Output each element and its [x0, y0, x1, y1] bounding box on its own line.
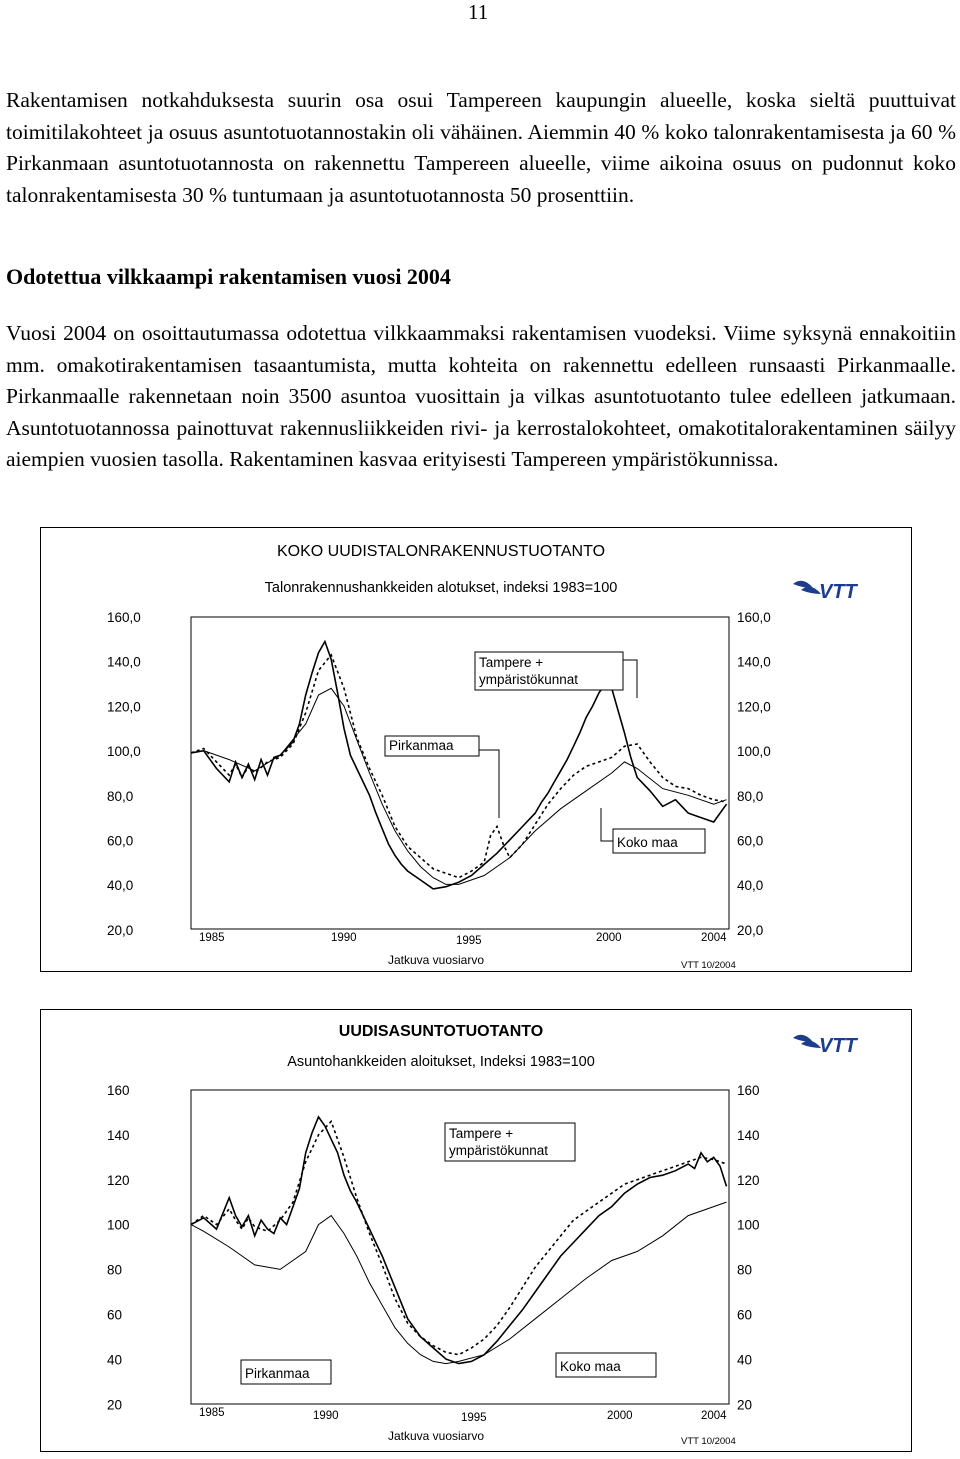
callout-leader — [479, 750, 499, 818]
x-tick-label: 1990 — [313, 1410, 339, 1422]
logo-swoosh — [801, 587, 821, 594]
y-tick-label-left: 160,0 — [107, 610, 141, 625]
callout-leader — [623, 660, 637, 698]
chart-svg-1 — [41, 528, 911, 971]
series-callout-label: Pirkanmaa — [245, 1366, 310, 1381]
x-tick-label: 2004 — [701, 1410, 727, 1422]
series-line-3 — [191, 1202, 727, 1364]
logo-wordmark: VTT — [819, 1035, 857, 1057]
y-tick-label-right: 60 — [737, 1307, 753, 1323]
y-tick-label-right: 40,0 — [737, 878, 764, 894]
y-tick-label-right: 120,0 — [737, 699, 771, 715]
chart-subtitle: Talonrakennushankkeiden alotukset, indeksi 1983=100 — [264, 580, 618, 596]
y-tick-label-right: 20,0 — [737, 922, 764, 938]
y-tick-label-right: 40 — [737, 1352, 753, 1368]
x-axis-label: Jatkuva vuosiarvo — [387, 953, 485, 967]
y-tick-label-left: 120 — [107, 1172, 130, 1188]
chart-title: KOKO UUDISTALONRAKENNUSTUOTANTO — [276, 543, 606, 560]
y-tick-label-left: 80 — [107, 1262, 123, 1278]
logo-swoosh — [801, 1041, 821, 1048]
y-tick-label-left: 100,0 — [107, 744, 141, 760]
y-tick-label-left: 120,0 — [107, 699, 141, 715]
x-tick-label: 1985 — [199, 1407, 225, 1419]
y-tick-label-right: 120 — [737, 1172, 760, 1188]
y-tick-label-left: 20,0 — [107, 922, 134, 938]
logo-wordmark: VTT — [819, 581, 857, 603]
section-heading: Odotettua vilkkaampi rakentamisen vuosi 2004 — [6, 264, 451, 289]
y-tick-label-left: 80,0 — [107, 788, 134, 804]
x-tick-label: 2000 — [607, 1410, 633, 1422]
y-tick-label-right: 100 — [737, 1217, 760, 1233]
y-tick-label-left: 40 — [107, 1352, 123, 1368]
y-tick-label-right: 160 — [737, 1083, 760, 1098]
chart-svg-2 — [41, 1010, 911, 1451]
x-tick-label: 2004 — [701, 932, 727, 944]
series-callout-label: Koko maa — [560, 1359, 621, 1374]
y-tick-label-right: 20 — [737, 1397, 753, 1413]
chart-title: UUDISASUNTOTUOTANTO — [338, 1023, 544, 1040]
y-tick-label-left: 140,0 — [107, 654, 141, 670]
vtt-logo — [793, 1035, 859, 1057]
y-tick-label-left: 100 — [107, 1217, 130, 1233]
chart-uudisasuntotuotanto — [40, 1009, 912, 1452]
callout-leader — [601, 808, 613, 841]
y-tick-label-right: 140 — [737, 1127, 760, 1143]
intro-paragraph: Rakentamisen notkahduksesta suurin osa osui Tampereen kaupungin alueelle, koska sieltä puuttuivat toimitilakohteet ja osuus asuntotuotannostakin oli vähäinen. Aiemmin 40 % koko talonrakentamisesta ja 60 % Pirkanmaan asuntotuotannosta on rakennettu Tampereen alueelle, viime aikoina osuus on pudonnut koko talonrakentamisesta 30 % tuntumaan ja asuntotuotannosta 50 prosenttiin. — [6, 88, 956, 207]
y-tick-label-left: 140 — [107, 1127, 130, 1143]
x-tick-label: 2000 — [596, 932, 622, 944]
vtt-logo — [793, 581, 859, 603]
body-paragraph: Vuosi 2004 on osoittautumassa odotettua vilkkaammaksi rakentamisen vuodeksi. Viime syksynä ennakoitiin mm. omakotirakentamisen tasaantumista, mutta kohteita on rakennettu edelleen runsaasti Pirkanmaalle. Pirkanmaalle rakennetaan noin 3500 asuntoa vuosittain ja vilkas asuntotuotanto tulee edelleen jatkumaan. Asuntotuotannossa painottuvat rakennusliikkeiden rivi- ja kerrostalokohteet, omakotitalorakentaminen säilyy aiempien vuosien tasolla. Rakentaminen kasvaa erityisesti Tampereen ympäristökunnissa. — [6, 321, 956, 472]
x-axis-label: Jatkuva vuosiarvo — [387, 1429, 485, 1443]
y-tick-label-left: 60 — [107, 1307, 123, 1323]
y-tick-label-left: 40,0 — [107, 878, 134, 894]
series-callout-label: Tampere + ympäristökunnat — [449, 1126, 549, 1158]
y-tick-label-left: 60,0 — [107, 833, 134, 849]
series-callout-label: Tampere + ympäristökunnat — [479, 655, 579, 687]
chart-subtitle: Asuntohankkeiden aloitukset, Indeksi 1983=100 — [287, 1054, 595, 1070]
y-tick-label-left: 160 — [107, 1083, 130, 1098]
series-callout-label: Pirkanmaa — [389, 738, 454, 753]
y-tick-label-right: 80 — [737, 1262, 753, 1278]
x-tick-label: 1990 — [331, 932, 357, 944]
x-tick-label: 1995 — [461, 1412, 487, 1424]
page-number: 11 — [468, 0, 489, 24]
source-note: VTT 10/2004 — [681, 960, 736, 971]
y-tick-label-right: 140,0 — [737, 654, 771, 670]
y-tick-label-left: 20 — [107, 1397, 123, 1413]
x-tick-label: 1985 — [199, 932, 225, 944]
y-tick-label-right: 160,0 — [737, 610, 771, 625]
chart-koko-uudistalonrakennustuotanto — [40, 527, 912, 972]
y-tick-label-right: 100,0 — [737, 744, 771, 760]
source-note: VTT 10/2004 — [681, 1436, 736, 1447]
y-tick-label-right: 60,0 — [737, 833, 764, 849]
x-tick-label: 1995 — [456, 935, 482, 947]
series-callout-label: Koko maa — [617, 835, 678, 850]
y-tick-label-right: 80,0 — [737, 788, 764, 804]
